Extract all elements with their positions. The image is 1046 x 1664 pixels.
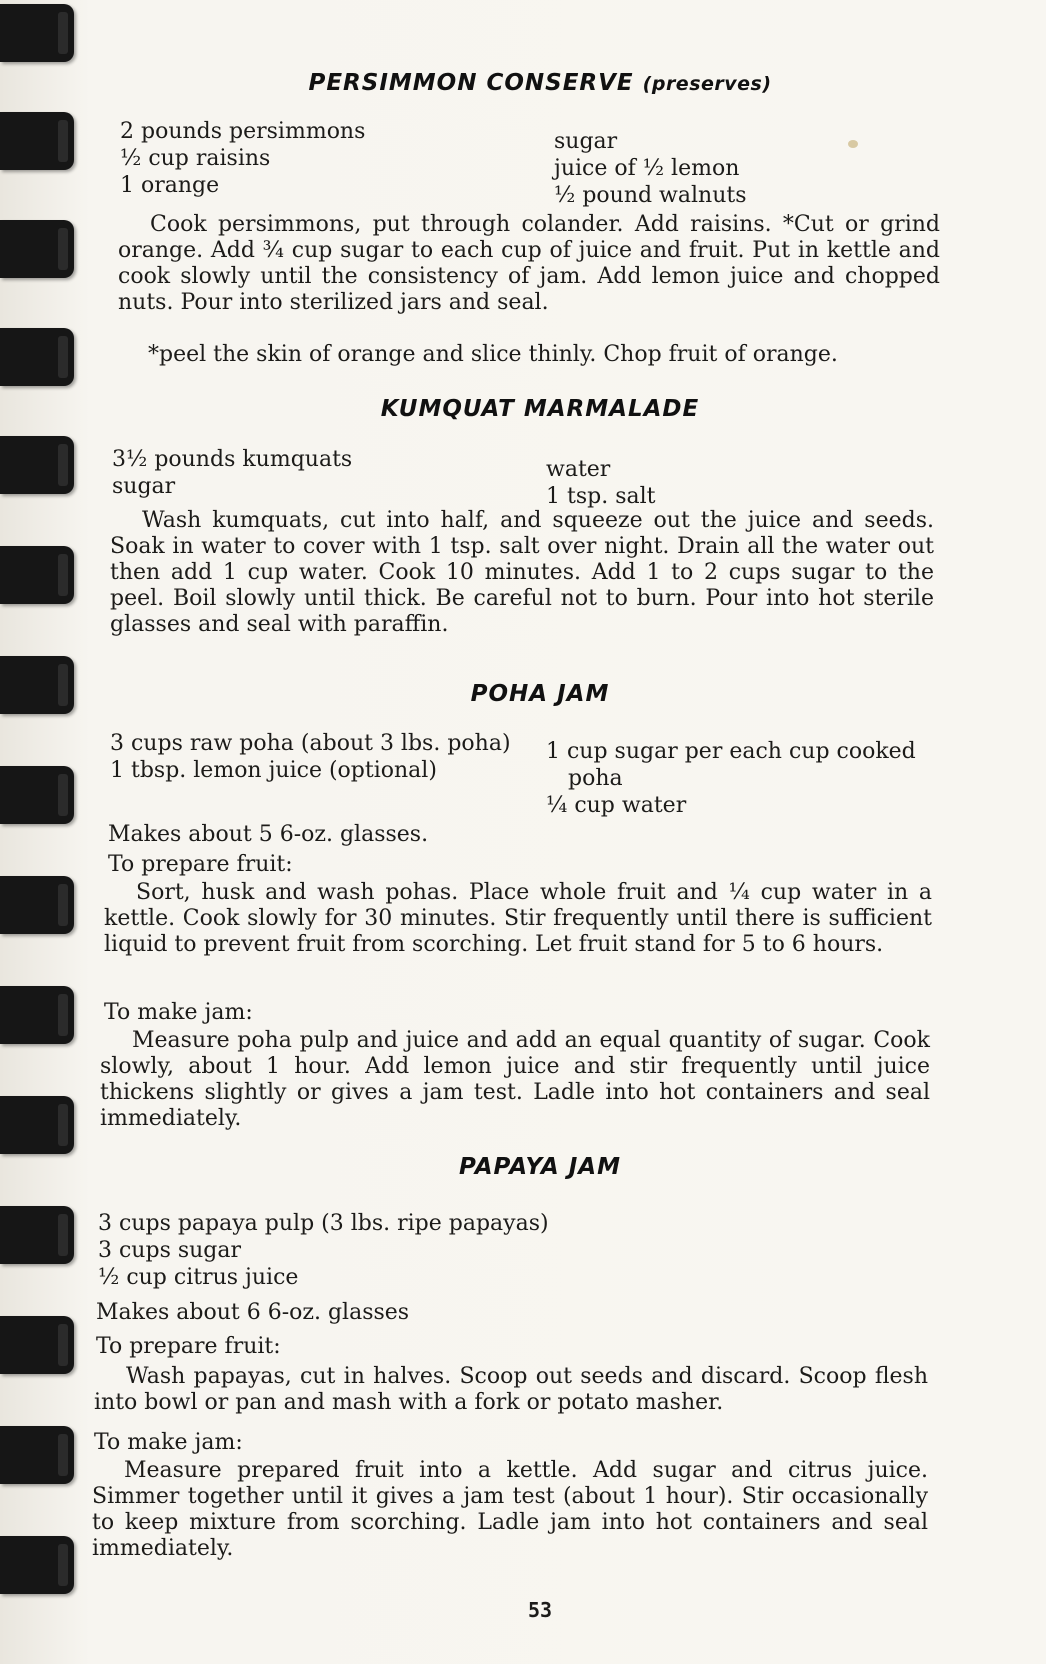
binding-ring-icon xyxy=(0,1206,74,1264)
binding-ring-icon xyxy=(0,220,74,278)
spiral-binding xyxy=(0,0,90,1664)
page-number: 53 xyxy=(527,1598,553,1622)
ingredients xyxy=(98,1210,549,1291)
binding-ring-icon xyxy=(0,112,74,170)
ingredient: poha xyxy=(568,766,623,791)
ingredient: ¼ cup water xyxy=(546,793,687,818)
recipe-subtitle: (preserves) xyxy=(642,73,772,95)
binding-ring-icon xyxy=(0,1426,74,1484)
directions: Wash kumquats, cut into half, and squeeze out the juice and seeds. Soak in water to cover with 1 tsp. salt over night. Drain all the water out then add 1 cup water. Cook 10 minutes. Add 1 to 2 cups sugar to the peel. Boil slowly until thick. Be careful not to burn. Pour into hot sterile glasses and seal with paraffin. xyxy=(110,508,934,637)
directions: Cook persimmons, put through colander. Add raisins. *Cut or grind orange. Add ¾ cup sugar to each cup of juice and fruit. Put in kettle and cook slowly until the consistency of jam. Add lemon juice and chopped nuts. Pour into sterilized jars and seal. xyxy=(118,212,940,315)
ingredients-right xyxy=(546,456,655,510)
make-directions: Measure poha pulp and juice and add an equal quantity of sugar. Cook slowly, about 1 hour. Add lemon juice and stir frequently until juice thickens slightly or gives a jam test. Ladle into hot containers and seal immediately. xyxy=(100,1028,930,1131)
binding-ring-icon xyxy=(0,436,74,494)
ingredient: 1 cup sugar per each cup cooked xyxy=(546,739,916,764)
ingredient: sugar xyxy=(554,129,618,154)
ingredient: 1 tsp. salt xyxy=(546,484,656,509)
binding-ring-icon xyxy=(0,656,74,714)
ingredient: 3 cups sugar xyxy=(98,1238,242,1263)
prepare-directions: Sort, husk and wash pohas. Place whole fruit and ¼ cup water in a kettle. Cook slowly for 30 minutes. Stir frequently until there is sufficient liquid to prevent fruit from scorching. Let fruit stand for 5 to 6 hours. xyxy=(104,880,932,957)
binding-ring-icon xyxy=(0,876,74,934)
section-label: To make jam: xyxy=(94,1430,243,1455)
footnote: *peel the skin of orange and slice thinly. Chop fruit of orange. xyxy=(148,342,838,367)
ingredient: 1 tbsp. lemon juice (optional) xyxy=(110,758,437,783)
binding-ring-icon xyxy=(0,986,74,1044)
ingredient: ½ cup raisins xyxy=(120,146,271,171)
section-label: To prepare fruit: xyxy=(108,852,293,877)
binding-ring-icon xyxy=(0,1316,74,1374)
ingredients-right xyxy=(554,128,747,209)
ingredient: 3 cups raw poha (about 3 lbs. poha) xyxy=(110,731,511,756)
recipe-title-kumquat: KUMQUAT MARMALADE xyxy=(380,396,700,422)
binding-ring-icon xyxy=(0,1096,74,1154)
ingredient: sugar xyxy=(112,474,176,499)
recipe-title-text: PERSIMMON CONSERVE xyxy=(308,70,634,96)
ingredients-left xyxy=(110,730,511,784)
yield: Makes about 6 6-oz. glasses xyxy=(96,1300,410,1325)
ingredients-right xyxy=(546,738,916,819)
ingredient: 3½ pounds kumquats xyxy=(112,447,353,472)
recipe-title-persimmon xyxy=(90,70,990,96)
page-content xyxy=(90,0,990,1664)
ingredient: water xyxy=(546,457,611,482)
binding-ring-icon xyxy=(0,328,74,386)
ingredient: ½ cup citrus juice xyxy=(98,1265,299,1290)
ingredients-left xyxy=(120,118,365,199)
make-directions: Measure prepared fruit into a kettle. Add sugar and citrus juice. Simmer together until it gives a jam test (about 1 hour). Stir occasionally to keep mixture from scorching. Ladle jam into hot containers and seal immediately. xyxy=(92,1458,928,1561)
ingredient: 2 pounds persimmons xyxy=(120,119,366,144)
section-label: To make jam: xyxy=(104,1000,253,1025)
ingredient: 3 cups papaya pulp (3 lbs. ripe papayas) xyxy=(98,1211,549,1236)
ingredients-left xyxy=(112,446,352,500)
binding-ring-icon xyxy=(0,4,74,62)
binding-ring-icon xyxy=(0,546,74,604)
ingredient: ½ pound walnuts xyxy=(554,183,747,208)
yield: Makes about 5 6-oz. glasses. xyxy=(108,822,429,847)
prepare-directions: Wash papayas, cut in halves. Scoop out seeds and discard. Scoop flesh into bowl or pan and mash with a fork or potato masher. xyxy=(94,1364,928,1415)
binding-ring-icon xyxy=(0,766,74,824)
ingredient: 1 orange xyxy=(120,173,220,198)
ingredient: juice of ½ lemon xyxy=(554,156,740,181)
binding-ring-icon xyxy=(0,1536,74,1594)
section-label: To prepare fruit: xyxy=(96,1334,281,1359)
recipe-title-papaya: PAPAYA JAM xyxy=(459,1154,621,1180)
recipe-title-poha: POHA JAM xyxy=(470,681,610,707)
